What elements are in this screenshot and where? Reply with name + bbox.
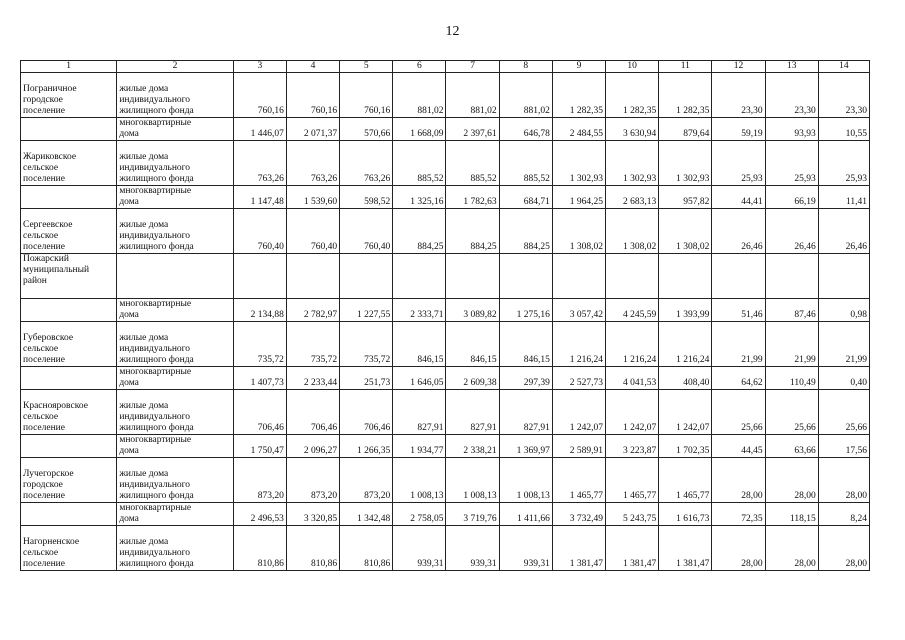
value-cell: 1 302,93 [606, 141, 659, 186]
value-cell: 884,25 [499, 209, 552, 254]
settlement-cell: Нагорненское сельское поселение [21, 526, 117, 571]
column-header: 9 [552, 61, 605, 73]
value-cell: 1 242,07 [552, 390, 605, 435]
settlement-cell [21, 435, 117, 458]
value-cell: 570,66 [340, 118, 393, 141]
value-cell: 760,40 [340, 209, 393, 254]
value-cell: 2 527,73 [552, 367, 605, 390]
value-cell: 1 381,47 [659, 526, 712, 571]
value-cell: 1 242,07 [659, 390, 712, 435]
value-cell: 827,91 [393, 390, 446, 435]
value-cell: 87,46 [765, 299, 818, 322]
table-row [21, 390, 870, 435]
value-cell [712, 254, 765, 299]
table-row [21, 435, 870, 458]
value-cell [446, 254, 499, 299]
value-cell: 26,46 [765, 209, 818, 254]
settlement-cell: Лучегорское городское поселение [21, 458, 117, 503]
settlement-cell [21, 186, 117, 209]
value-cell: 44,45 [712, 435, 765, 458]
value-cell: 1 275,16 [499, 299, 552, 322]
value-cell: 735,72 [286, 322, 339, 367]
value-cell: 93,93 [765, 118, 818, 141]
value-cell: 25,93 [818, 141, 869, 186]
value-cell: 760,16 [286, 73, 339, 118]
settlement-cell: Краснояровское сельское поселение [21, 390, 117, 435]
value-cell: 1 308,02 [659, 209, 712, 254]
value-cell: 0,40 [818, 367, 869, 390]
housing-type-cell: многоквартирные дома [117, 118, 233, 141]
value-cell: 760,16 [340, 73, 393, 118]
table-row [21, 73, 870, 118]
value-cell: 2 397,61 [446, 118, 499, 141]
column-header: 12 [712, 61, 765, 73]
value-cell: 2 609,38 [446, 367, 499, 390]
value-cell: 810,86 [340, 526, 393, 571]
value-cell: 1 216,24 [659, 322, 712, 367]
value-cell [393, 254, 446, 299]
settlement-cell [21, 118, 117, 141]
value-cell: 846,15 [446, 322, 499, 367]
value-cell: 28,00 [712, 526, 765, 571]
value-cell: 3 057,42 [552, 299, 605, 322]
value-cell: 684,71 [499, 186, 552, 209]
value-cell: 2 484,55 [552, 118, 605, 141]
value-cell [606, 254, 659, 299]
value-cell: 25,66 [818, 390, 869, 435]
housing-type-cell: жилые дома индивидуального жилищного фонда [117, 526, 233, 571]
value-cell: 21,99 [818, 322, 869, 367]
value-cell: 3 732,49 [552, 503, 605, 526]
value-cell: 1 282,35 [606, 73, 659, 118]
value-cell: 646,78 [499, 118, 552, 141]
value-cell: 0,98 [818, 299, 869, 322]
value-cell: 706,46 [233, 390, 286, 435]
value-cell: 21,99 [765, 322, 818, 367]
value-cell: 885,52 [446, 141, 499, 186]
value-cell: 939,31 [446, 526, 499, 571]
value-cell: 1 393,99 [659, 299, 712, 322]
value-cell: 4 041,53 [606, 367, 659, 390]
value-cell: 44,41 [712, 186, 765, 209]
value-cell: 28,00 [818, 526, 869, 571]
value-cell: 881,02 [393, 73, 446, 118]
column-header: 4 [286, 61, 339, 73]
value-cell: 939,31 [393, 526, 446, 571]
value-cell: 3 719,76 [446, 503, 499, 526]
column-header: 10 [606, 61, 659, 73]
value-cell: 25,93 [765, 141, 818, 186]
value-cell [499, 254, 552, 299]
value-cell: 760,40 [233, 209, 286, 254]
value-cell: 1 465,77 [659, 458, 712, 503]
value-cell: 885,52 [499, 141, 552, 186]
value-cell: 1 446,07 [233, 118, 286, 141]
table-row [21, 141, 870, 186]
value-cell: 706,46 [340, 390, 393, 435]
table-row [21, 118, 870, 141]
value-cell: 763,26 [233, 141, 286, 186]
value-cell: 846,15 [499, 322, 552, 367]
table-row [21, 526, 870, 571]
value-cell: 873,20 [286, 458, 339, 503]
housing-type-cell: многоквартирные дома [117, 186, 233, 209]
value-cell: 3 089,82 [446, 299, 499, 322]
value-cell: 1 008,13 [393, 458, 446, 503]
value-cell: 881,02 [446, 73, 499, 118]
housing-type-cell: жилые дома индивидуального жилищного фонда [117, 458, 233, 503]
value-cell [233, 254, 286, 299]
value-cell [286, 254, 339, 299]
value-cell: 1 782,63 [446, 186, 499, 209]
value-cell: 23,30 [712, 73, 765, 118]
value-cell: 1 308,02 [606, 209, 659, 254]
value-cell [340, 254, 393, 299]
column-header: 14 [818, 61, 869, 73]
settlement-cell: Пожарский муниципальный район [21, 254, 117, 299]
value-cell: 297,39 [499, 367, 552, 390]
value-cell: 1 381,47 [606, 526, 659, 571]
value-cell: 28,00 [712, 458, 765, 503]
value-cell: 1 411,66 [499, 503, 552, 526]
value-cell: 1 216,24 [606, 322, 659, 367]
value-cell: 1 282,35 [552, 73, 605, 118]
value-cell: 2 496,53 [233, 503, 286, 526]
value-cell: 2 338,21 [446, 435, 499, 458]
value-cell: 1 750,47 [233, 435, 286, 458]
housing-type-cell: жилые дома индивидуального жилищного фонда [117, 141, 233, 186]
value-cell: 21,99 [712, 322, 765, 367]
value-cell: 25,66 [712, 390, 765, 435]
value-cell: 1 465,77 [552, 458, 605, 503]
value-cell: 810,86 [286, 526, 339, 571]
value-cell: 884,25 [446, 209, 499, 254]
page-number: 12 [445, 24, 460, 39]
value-cell: 2 589,91 [552, 435, 605, 458]
value-cell: 110,49 [765, 367, 818, 390]
value-cell: 810,86 [233, 526, 286, 571]
value-cell: 1 266,35 [340, 435, 393, 458]
table-row [21, 503, 870, 526]
value-cell: 760,40 [286, 209, 339, 254]
value-cell: 59,19 [712, 118, 765, 141]
value-cell: 706,46 [286, 390, 339, 435]
value-cell: 2 758,05 [393, 503, 446, 526]
table-row [21, 209, 870, 254]
settlement-cell: Пограничное городское поселение [21, 73, 117, 118]
settlement-cell: Жариковское сельское поселение [21, 141, 117, 186]
housing-type-cell: жилые дома индивидуального жилищного фонда [117, 209, 233, 254]
value-cell: 25,66 [765, 390, 818, 435]
value-cell: 1 964,25 [552, 186, 605, 209]
value-cell: 1 381,47 [552, 526, 605, 571]
column-header: 8 [499, 61, 552, 73]
housing-type-cell: многоквартирные дома [117, 503, 233, 526]
value-cell: 1 008,13 [446, 458, 499, 503]
table-row [21, 299, 870, 322]
value-cell: 64,62 [712, 367, 765, 390]
value-cell: 760,16 [233, 73, 286, 118]
housing-type-cell: многоквартирные дома [117, 367, 233, 390]
value-cell: 1 702,35 [659, 435, 712, 458]
value-cell: 66,19 [765, 186, 818, 209]
settlement-cell: Губеровское сельское поселение [21, 322, 117, 367]
value-cell: 26,46 [712, 209, 765, 254]
value-cell: 763,26 [340, 141, 393, 186]
value-cell: 873,20 [233, 458, 286, 503]
value-cell: 2 782,97 [286, 299, 339, 322]
value-cell: 846,15 [393, 322, 446, 367]
value-cell: 2 333,71 [393, 299, 446, 322]
value-cell: 23,30 [818, 73, 869, 118]
table-row [21, 322, 870, 367]
value-cell: 23,30 [765, 73, 818, 118]
value-cell: 63,66 [765, 435, 818, 458]
column-header: 5 [340, 61, 393, 73]
value-cell: 1 302,93 [659, 141, 712, 186]
value-cell: 2 071,37 [286, 118, 339, 141]
value-cell: 1 282,35 [659, 73, 712, 118]
settlement-cell: Сергеевское сельское поселение [21, 209, 117, 254]
value-cell: 885,52 [393, 141, 446, 186]
value-cell: 735,72 [340, 322, 393, 367]
value-cell: 28,00 [765, 458, 818, 503]
settlement-cell [21, 299, 117, 322]
value-cell: 17,56 [818, 435, 869, 458]
value-cell: 763,26 [286, 141, 339, 186]
column-header: 1 [21, 61, 117, 73]
value-cell: 1 008,13 [499, 458, 552, 503]
value-cell: 939,31 [499, 526, 552, 571]
value-cell: 2 134,88 [233, 299, 286, 322]
value-cell: 1 342,48 [340, 503, 393, 526]
value-cell: 735,72 [233, 322, 286, 367]
value-cell: 26,46 [818, 209, 869, 254]
value-cell: 873,20 [340, 458, 393, 503]
value-cell: 1 934,77 [393, 435, 446, 458]
value-cell: 25,93 [712, 141, 765, 186]
value-cell: 10,55 [818, 118, 869, 141]
value-cell [765, 254, 818, 299]
value-cell: 72,35 [712, 503, 765, 526]
value-cell [659, 254, 712, 299]
settlement-cell [21, 503, 117, 526]
value-cell: 28,00 [818, 458, 869, 503]
value-cell: 2 096,27 [286, 435, 339, 458]
value-cell: 1 216,24 [552, 322, 605, 367]
value-cell: 827,91 [446, 390, 499, 435]
value-cell: 1 302,93 [552, 141, 605, 186]
value-cell: 4 245,59 [606, 299, 659, 322]
value-cell: 408,40 [659, 367, 712, 390]
value-cell: 251,73 [340, 367, 393, 390]
value-cell: 2 683,13 [606, 186, 659, 209]
value-cell: 1 539,60 [286, 186, 339, 209]
value-cell [552, 254, 605, 299]
value-cell: 1 668,09 [393, 118, 446, 141]
housing-type-cell [117, 254, 233, 299]
housing-type-cell: жилые дома индивидуального жилищного фонда [117, 322, 233, 367]
value-cell: 1 147,48 [233, 186, 286, 209]
value-cell: 3 223,87 [606, 435, 659, 458]
table-row [21, 254, 870, 299]
column-header: 3 [233, 61, 286, 73]
column-header: 11 [659, 61, 712, 73]
value-cell: 3 630,94 [606, 118, 659, 141]
value-cell: 3 320,85 [286, 503, 339, 526]
value-cell: 118,15 [765, 503, 818, 526]
table-row [21, 458, 870, 503]
value-cell: 1 465,77 [606, 458, 659, 503]
value-cell [818, 254, 869, 299]
value-cell: 1 308,02 [552, 209, 605, 254]
value-cell: 5 243,75 [606, 503, 659, 526]
value-cell: 881,02 [499, 73, 552, 118]
value-cell: 2 233,44 [286, 367, 339, 390]
value-cell: 1 616,73 [659, 503, 712, 526]
value-cell: 51,46 [712, 299, 765, 322]
table-row [21, 367, 870, 390]
value-cell: 827,91 [499, 390, 552, 435]
value-cell: 1 407,73 [233, 367, 286, 390]
value-cell: 957,82 [659, 186, 712, 209]
value-cell: 28,00 [765, 526, 818, 571]
tariff-table [20, 60, 870, 571]
value-cell: 1 325,16 [393, 186, 446, 209]
value-cell: 598,52 [340, 186, 393, 209]
column-header: 2 [117, 61, 233, 73]
header-row [21, 61, 870, 73]
housing-type-cell: многоквартирные дома [117, 299, 233, 322]
value-cell: 879,64 [659, 118, 712, 141]
value-cell: 1 242,07 [606, 390, 659, 435]
column-header: 6 [393, 61, 446, 73]
settlement-cell [21, 367, 117, 390]
table-row [21, 186, 870, 209]
value-cell: 8,24 [818, 503, 869, 526]
housing-type-cell: жилые дома индивидуального жилищного фонда [117, 390, 233, 435]
value-cell: 1 227,55 [340, 299, 393, 322]
column-header: 7 [446, 61, 499, 73]
housing-type-cell: многоквартирные дома [117, 435, 233, 458]
value-cell: 1 369,97 [499, 435, 552, 458]
value-cell: 884,25 [393, 209, 446, 254]
housing-type-cell: жилые дома индивидуального жилищного фонда [117, 73, 233, 118]
value-cell: 1 646,05 [393, 367, 446, 390]
column-header: 13 [765, 61, 818, 73]
value-cell: 11,41 [818, 186, 869, 209]
